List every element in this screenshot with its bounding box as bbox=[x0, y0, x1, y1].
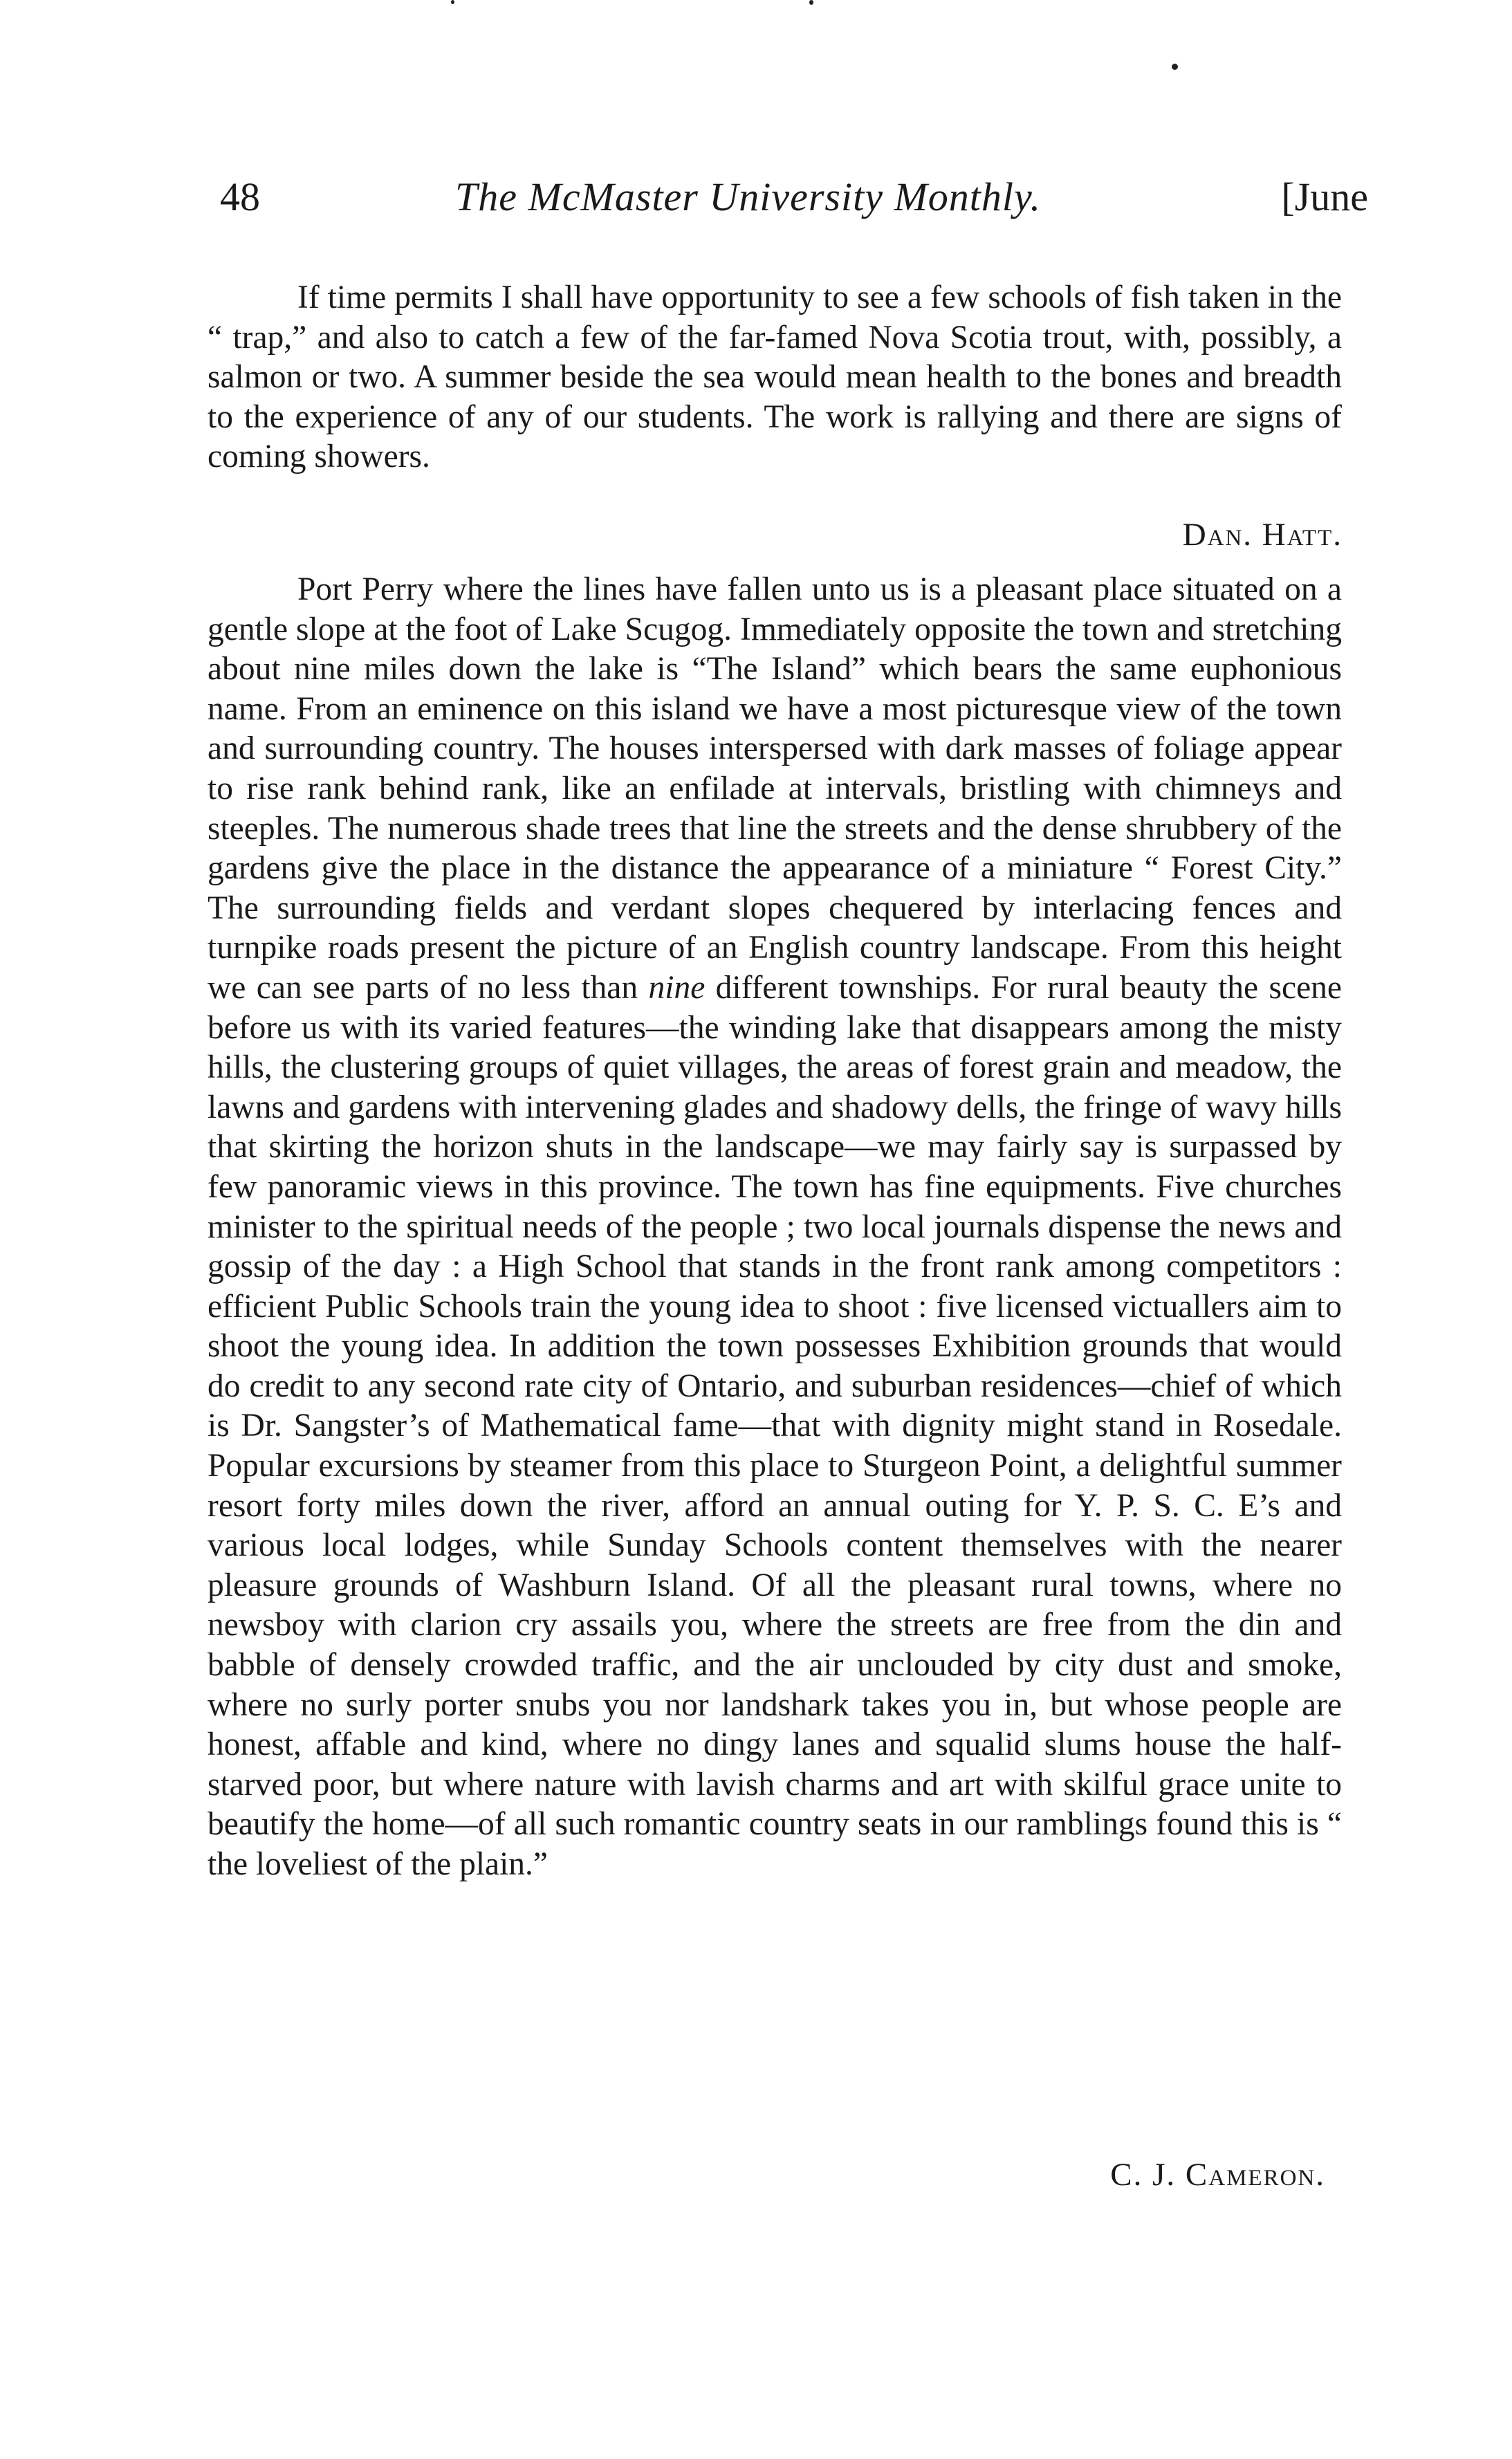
running-head bbox=[220, 169, 1368, 225]
letter-2-text: Port Perry where the lines have fallen unto us is a pleasant place situated on a gentle slope at the foot of Lake Scugog. Immediately opposite the town and stretching about nine miles down the lake is “The Island” which bears the same euphonious name. From an eminence on this island we have a most picturesque view of the town and surrounding country. The houses interspersed with dark masses of foliage appear to rise rank behind rank, like an enfilade at intervals, bristling with chimneys and steeples. The numerous shade trees that line the streets and the dense shrubbery of the gardens give the place in the distance the appearance of a miniature “ Forest City.” The surrounding fields and verdant slopes chequered by interlacing fences and turnpike roads present the picture of an English country landscape. From this height we can see parts of no less than bbox=[208, 571, 1342, 1006]
letter-2 bbox=[208, 570, 1342, 1885]
letter-1 bbox=[208, 278, 1342, 477]
page-number: 48 bbox=[220, 174, 260, 219]
letter-2-paragraph bbox=[208, 570, 1342, 1885]
letter-1-paragraph bbox=[208, 278, 1342, 477]
letter-1-signature: Dan. Hatt. bbox=[1182, 517, 1343, 553]
ink-speck bbox=[451, 0, 454, 4]
journal-title: The McMaster University Monthly. bbox=[455, 174, 1042, 219]
ink-speck bbox=[809, 0, 813, 5]
issue-month: [June bbox=[1281, 174, 1368, 219]
letter-1-text: If time permits I shall have opportunity to see a few schools of fish taken in the “ trap,” and also to catch a few of the far-famed Nova Scotia trout, with, possibly, a salmon or two. A summer beside the sea would mean health to the bones and breadth to the experience of any of our students. The work is rallying and there are signs of coming showers. bbox=[208, 279, 1342, 475]
letter-2-emphasis: nine bbox=[648, 969, 706, 1006]
ink-speck bbox=[1172, 64, 1178, 70]
letter-2-signature: C. J. Cameron. bbox=[1110, 2157, 1325, 2193]
letter-2-text-continued: different townships. For rural beauty the scene before us with its varied features—the winding lake that disappears among the misty hills, the clustering groups of quiet villages, the areas of forest grain and meadow, the lawns and gardens with intervening glades and shadowy dells, the fringe of wavy hills that skirting the horizon shuts in the landscape—we may fairly say is surpassed by few panoramic views in this province. The town has fine equipments. Five churches minister to the spiritual needs of the people ; two local journals dispense the news and gossip of the day : a High School that stands in the front rank among competitors : efficient Public Schools train the young idea to shoot : five licensed victuallers aim to shoot the young idea. In addition the town possesses Exhibition grounds that would do credit to any second rate city of Ontario, and suburban residences—chief of which is Dr. Sangster’s of Mathematical fame—that with dignity might stand in Rosedale. Popular excursions by steamer from this place to Sturgeon Point, a delightful summer resort forty miles down the river, afford an annual outing for Y. P. S. C. E’s and various local lodges, while Sunday Schools content themselves with the nearer pleasure grounds of Washburn Island. Of all the pleasant rural towns, where no newsboy with clarion cry assails you, where the streets are free from the din and babble of densely crowded traffic, and the air unclouded by city dust and smoke, where no surly porter snubs you nor landshark takes you in, but whose people are honest, affable and kind, where no dingy lanes and squalid slums house the half-starved poor, but where nature with lavish charms and art with skilful grace unite to beautify the home—of all such romantic country seats in our ramblings found this is “ the loveliest of the plain.” bbox=[208, 969, 1342, 1882]
